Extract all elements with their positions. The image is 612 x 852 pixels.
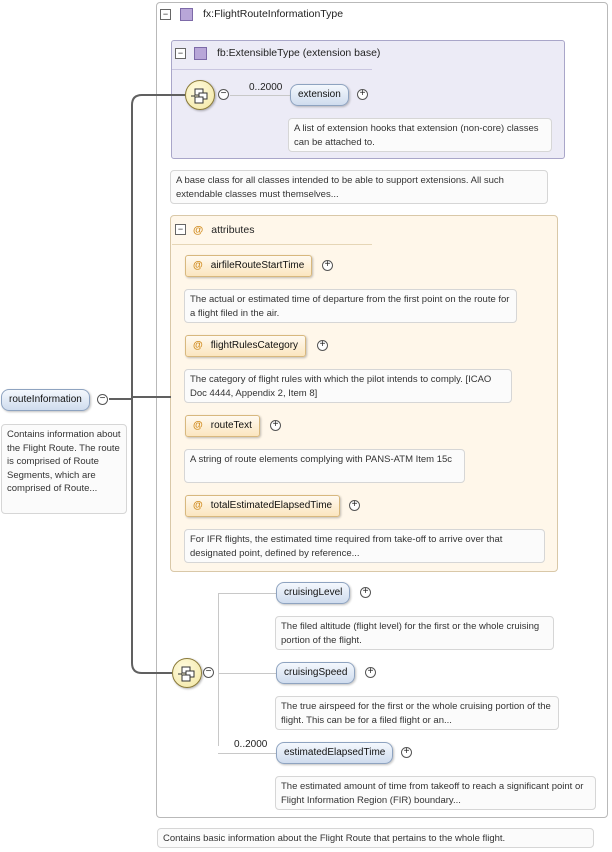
attribute-icon: @ <box>193 340 203 351</box>
attribute-totalEstimatedElapsedTime[interactable] <box>185 495 340 517</box>
attribute-doc: The actual or estimated time of departure from the first point on the route for a flight filed in the air. <box>184 289 517 323</box>
sequence-bracket-middle <box>218 673 276 674</box>
attribute-icon: @ <box>193 500 203 511</box>
type-doc: Contains basic information about the Flight Route that pertains to the whole flight. <box>157 828 594 848</box>
estimatedElapsedTime-expand-toggle[interactable]: + <box>401 747 412 758</box>
attribute-icon: @ <box>193 260 203 271</box>
element-cruisingLevel[interactable]: cruisingLevel <box>276 582 350 604</box>
extension-base-doc: A base class for all classes intended to be able to support extensions. All such extendable classes must themselves... <box>170 170 548 204</box>
attributes-title <box>193 224 254 236</box>
sequence-bracket-vertical <box>218 593 219 746</box>
element-cruisingSpeed[interactable]: cruisingSpeed <box>276 662 355 684</box>
extension-expand-toggle[interactable]: + <box>357 89 368 100</box>
extension-base-title: fb:ExtensibleType (extension base) <box>217 47 381 59</box>
attribute-flightRulesCategory[interactable] <box>185 335 306 357</box>
extension-element-doc: A list of extension hooks that extension (non-core) classes can be attached to. <box>288 118 552 152</box>
attribute-doc: A string of route elements complying with PANS-ATM Item 15c <box>184 449 465 483</box>
complex-type-icon <box>180 8 193 21</box>
extension-type-icon <box>194 47 207 60</box>
sequence-collapse-toggle[interactable]: − <box>203 667 214 678</box>
element-doc: The estimated amount of time from takeoff to reach a significant point or Flight Information Region (FIR) boundary... <box>275 776 596 810</box>
cruisingLevel-expand-toggle[interactable]: + <box>360 587 371 598</box>
sequence-collapse-toggle[interactable]: − <box>218 89 229 100</box>
sequence-bracket-top <box>218 593 276 594</box>
element-estimatedElapsedTime[interactable]: estimatedElapsedTime <box>276 742 393 764</box>
extension-base-divider <box>172 69 372 70</box>
extension-base-collapse-toggle[interactable]: − <box>175 48 186 59</box>
type-title: fx:FlightRouteInformationType <box>203 8 344 20</box>
attributes-label: attributes <box>211 224 255 236</box>
airfileRouteStartTime-expand-toggle[interactable]: + <box>322 260 333 271</box>
attribute-name: routeText <box>210 420 252 431</box>
root-collapse-toggle[interactable]: − <box>97 394 108 405</box>
attribute-routeText[interactable] <box>185 415 260 437</box>
root-element-doc: Contains information about the Flight Route. The route is comprised of Route Segments, which are comprised of Route... <box>1 424 127 514</box>
extension-connector <box>230 95 290 96</box>
sequence-bracket-bottom <box>218 753 276 754</box>
totalEstimatedElapsedTime-expand-toggle[interactable]: + <box>349 500 360 511</box>
attribute-icon: @ <box>193 420 203 431</box>
root-element-routeInformation[interactable]: routeInformation <box>1 389 90 411</box>
element-doc: The filed altitude (flight level) for the first or the whole cruising portion of the flight. <box>275 616 554 650</box>
attribute-doc: For IFR flights, the estimated time required from take-off to arrive over that designated point, defined by reference... <box>184 529 545 563</box>
cruisingSpeed-expand-toggle[interactable]: + <box>365 667 376 678</box>
element-doc: The true airspeed for the first or the whole cruising portion of the flight. This can be for a filed flight or an... <box>275 696 559 730</box>
attribute-doc: The category of flight rules with which the pilot intends to comply. [ICAO Doc 4444, Appendix 2, Item 8] <box>184 369 512 403</box>
type-collapse-toggle[interactable]: − <box>160 9 171 20</box>
attribute-group-icon: @ <box>193 224 204 236</box>
attribute-name: airfileRouteStartTime <box>210 260 305 271</box>
attribute-name: totalEstimatedElapsedTime <box>210 500 333 511</box>
attributes-collapse-toggle[interactable]: − <box>175 224 186 235</box>
estimatedElapsedTime-cardinality: 0..2000 <box>234 739 268 750</box>
attributes-divider <box>172 244 372 245</box>
element-extension[interactable]: extension <box>290 84 349 106</box>
extension-cardinality: 0..2000 <box>249 82 283 93</box>
attribute-name: flightRulesCategory <box>210 340 299 351</box>
tree-connector-lines <box>120 85 190 685</box>
attribute-airfileRouteStartTime[interactable] <box>185 255 312 277</box>
routeText-expand-toggle[interactable]: + <box>270 420 281 431</box>
flightRulesCategory-expand-toggle[interactable]: + <box>317 340 328 351</box>
